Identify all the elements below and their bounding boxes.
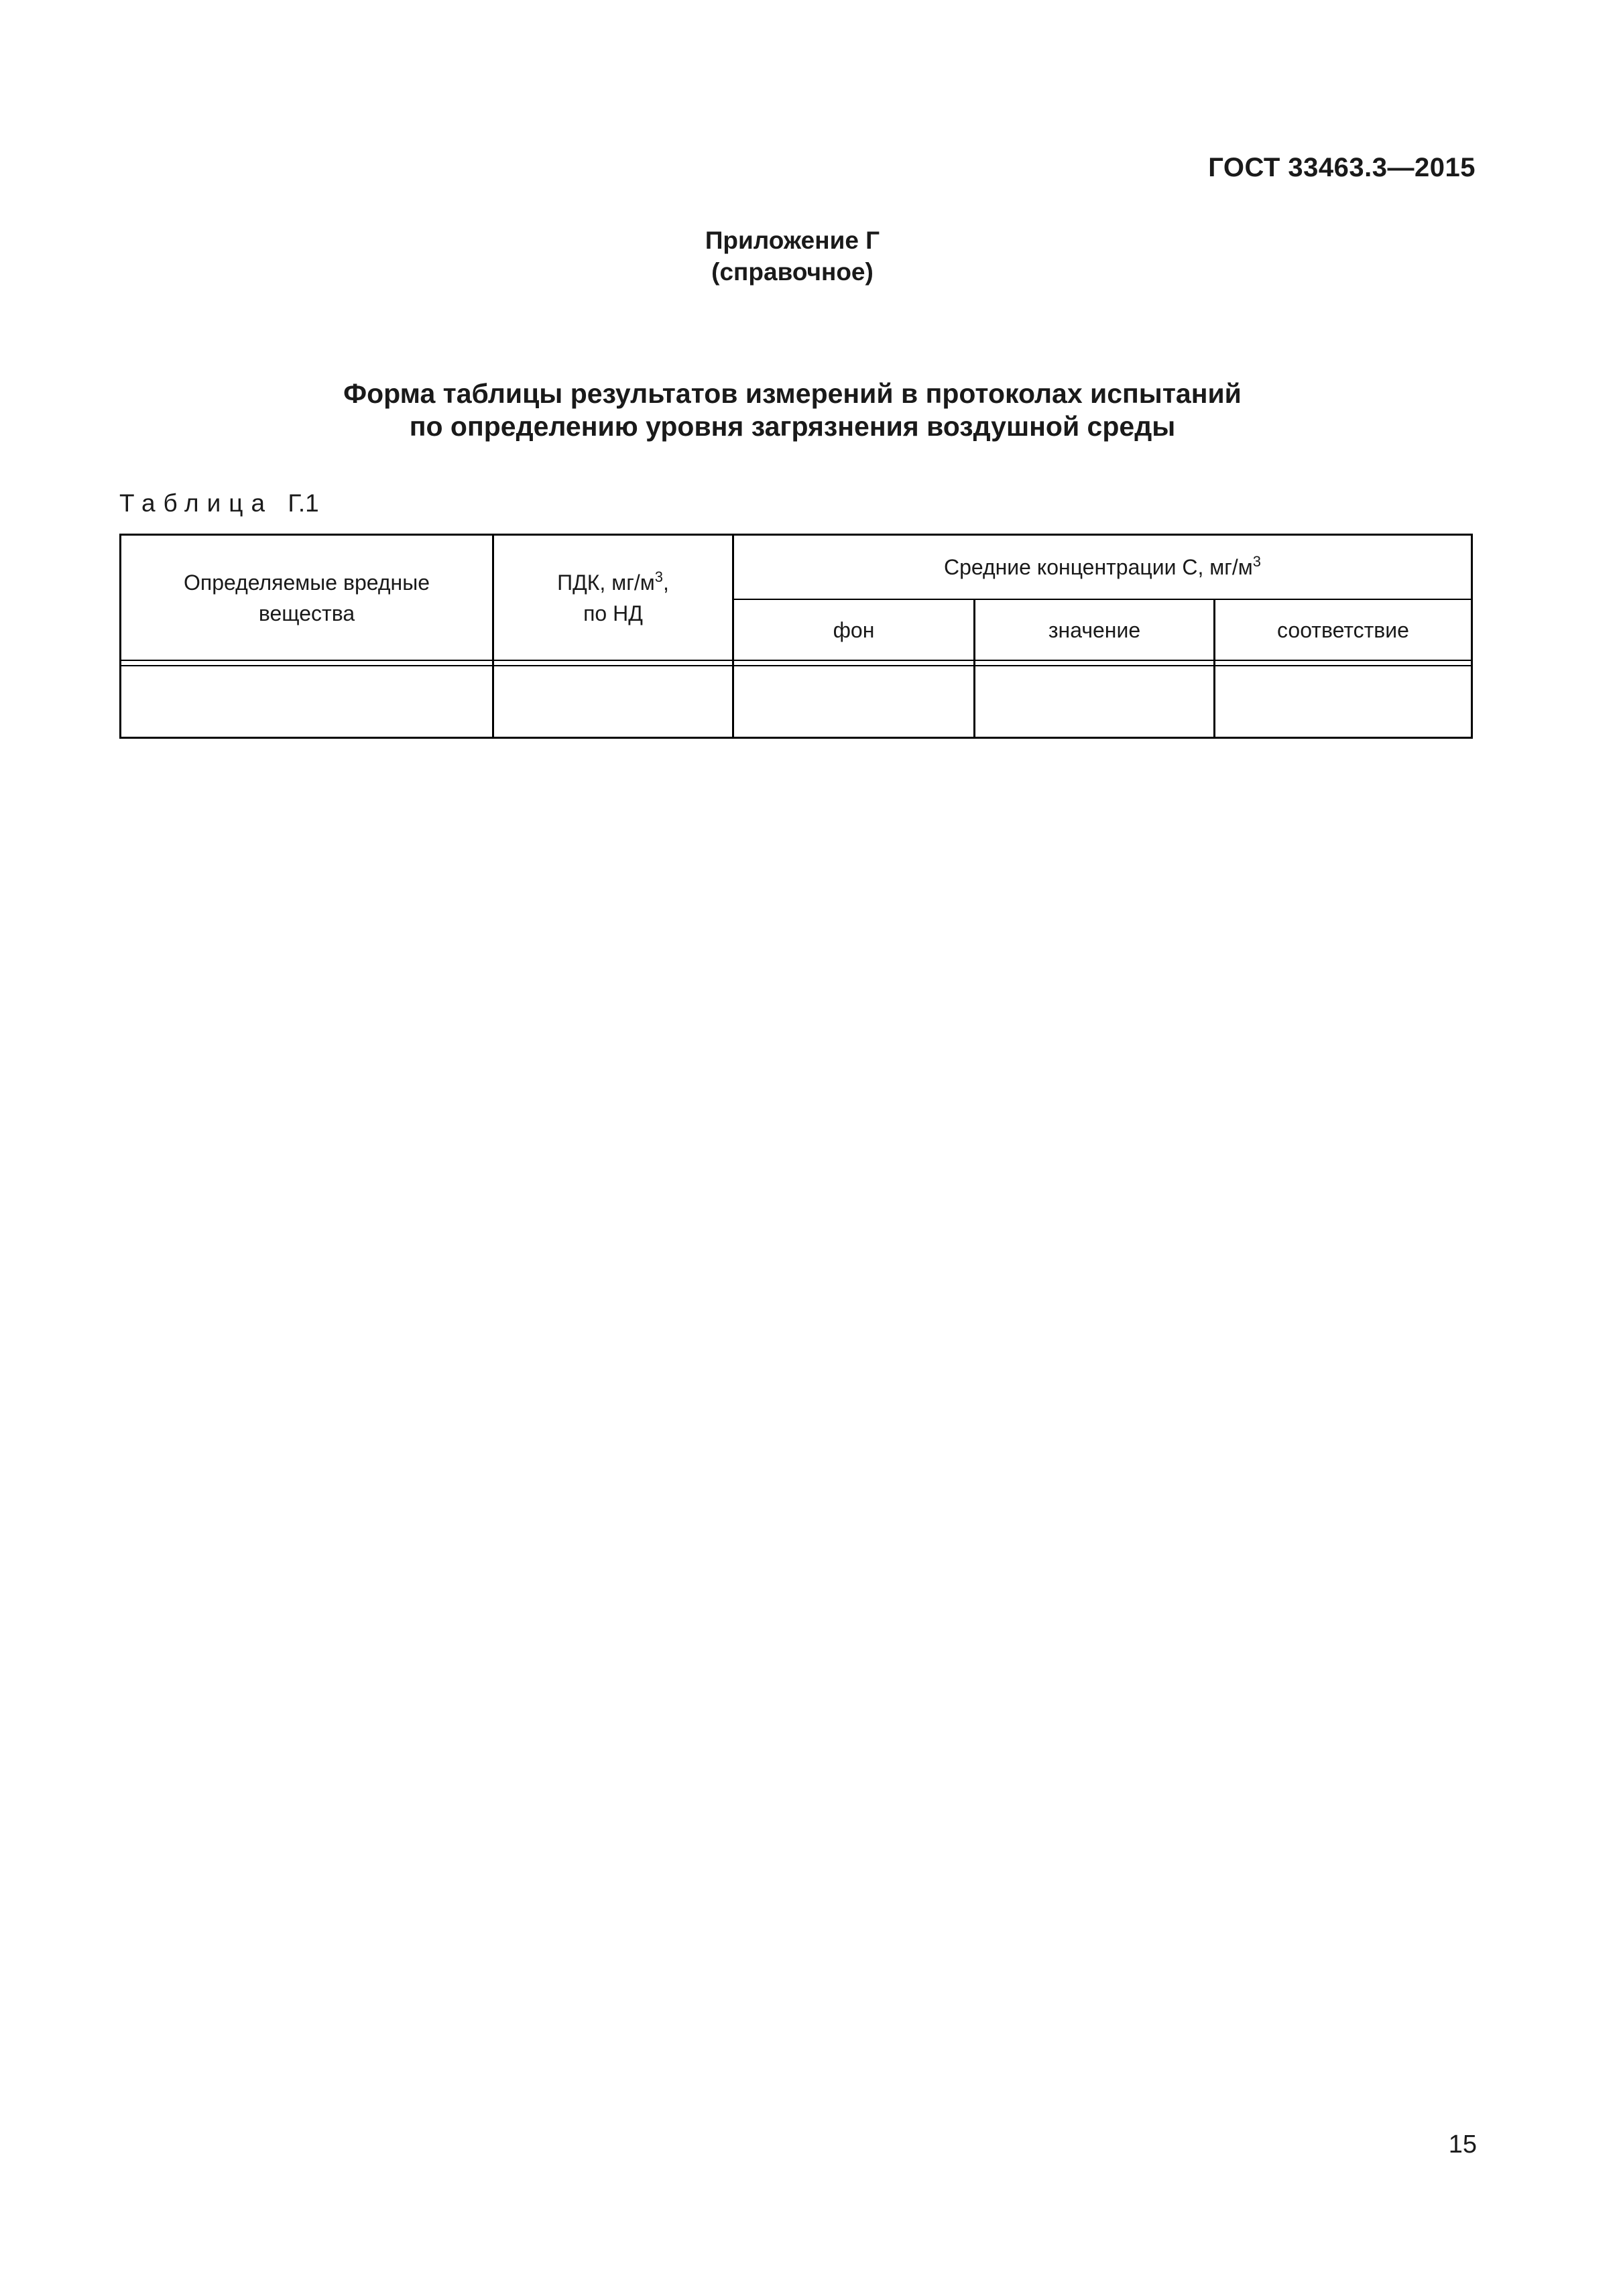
table-caption-number: Г.1 (288, 489, 319, 517)
header-avg-conc-label: Средние концентрации С, мг/м (943, 555, 1253, 579)
appendix-title: Приложение Г (705, 227, 880, 254)
header-background: фон (833, 617, 875, 642)
table-cell (1215, 666, 1471, 737)
header-mpc-unit: ПДК, мг/м (557, 570, 655, 595)
page-number: 15 (1448, 2130, 1477, 2159)
table-cell (121, 666, 492, 737)
header-mpc (494, 536, 732, 660)
appendix-subtitle: (справочное) (711, 258, 874, 286)
header-mpc-sup: 3 (654, 568, 663, 585)
table-cell (494, 666, 732, 737)
form-title (0, 377, 1585, 443)
header-avg-conc-sup: 3 (1252, 553, 1262, 570)
header-compliance: соответствие (1277, 617, 1409, 642)
header-average-concentrations (734, 536, 1471, 599)
header-mpc-line-2: по НД (583, 601, 643, 625)
header-substances-line-1: Определяемые вредные (183, 570, 430, 595)
header-substances-line-2: вещества (258, 601, 355, 625)
table-caption (119, 489, 319, 518)
form-title-line-1: Форма таблицы результатов измерений в протоколах испытаний (343, 378, 1242, 409)
header-substances (121, 536, 492, 660)
header-value: значение (1048, 617, 1141, 642)
header-mpc-comma: , (663, 570, 669, 595)
appendix-heading (0, 225, 1585, 288)
form-title-line-2: по определению уровня загрязнения воздушной среды (409, 411, 1176, 442)
table-caption-word: Таблица (119, 489, 274, 517)
table-cell (975, 666, 1213, 737)
table-cell (734, 666, 973, 737)
standard-id: ГОСТ 33463.3—2015 (1208, 153, 1476, 182)
results-table (119, 534, 1473, 739)
header-mpc-line-1 (557, 567, 669, 598)
